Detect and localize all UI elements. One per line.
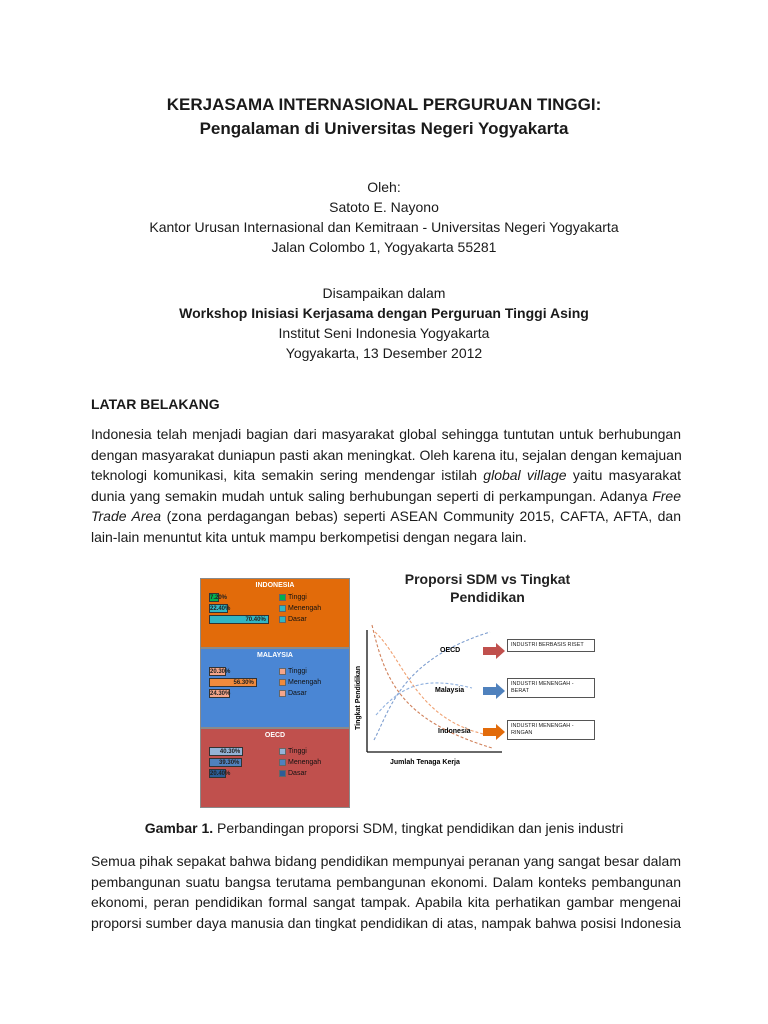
author-block bbox=[0, 177, 768, 257]
venue: Institut Seni Indonesia Yogyakarta bbox=[278, 325, 490, 341]
document-title bbox=[0, 93, 768, 141]
industry-box-light: INDUSTRI MENENGAH - RINGAN bbox=[507, 720, 595, 740]
author-name: Satoto E. Nayono bbox=[329, 199, 439, 215]
legend-label: Menengah bbox=[288, 605, 322, 612]
text-run: (zona perdagangan bebas) seperti ASEAN Community 2015, CAFTA, AFTA, dan bbox=[161, 508, 681, 524]
text-line bbox=[91, 465, 681, 486]
legend-label: Tinggi bbox=[288, 668, 307, 675]
presentation-date: Yogyakarta, 13 Desember 2012 bbox=[285, 345, 483, 361]
section-heading: LATAR BELAKANG bbox=[91, 396, 220, 412]
text-run: dunia yang semakin mudah untuk saling berhubungan seperti di perkampungan. Adanya bbox=[91, 487, 653, 504]
term-global-village: global village bbox=[483, 467, 567, 483]
industry-box-research: INDUSTRI BERBASIS RISET bbox=[507, 639, 595, 652]
bar-panel-title: INDONESIA bbox=[255, 582, 295, 589]
bar-tinggi: 20.30% bbox=[210, 669, 231, 675]
text-line: ekonomi, peran pendidikan formal sangat tampak. Apabila kita perhatikan gambar mengenai bbox=[91, 894, 681, 910]
legend-label: Tinggi bbox=[288, 748, 307, 755]
curve-label-indonesia: Indonesia bbox=[438, 728, 471, 735]
legend-label: Dasar bbox=[288, 690, 307, 697]
legend-label: Tinggi bbox=[288, 594, 307, 601]
legend-label: Dasar bbox=[288, 616, 307, 623]
paragraph-2 bbox=[91, 851, 681, 933]
bar-menengah: 39.30% bbox=[209, 758, 242, 767]
bar-dasar: 20.40% bbox=[210, 771, 231, 777]
legend-label: Menengah bbox=[288, 679, 322, 686]
presented-label: Disampaikan dalam bbox=[322, 285, 446, 301]
text-line bbox=[91, 506, 681, 527]
title-line-1: KERJASAMA INTERNASIONAL PERGURUAN TINGGI: bbox=[166, 95, 602, 114]
text-run: yaitu masyarakat bbox=[566, 467, 681, 483]
diagram-title-line-2: Pendidikan bbox=[450, 589, 525, 605]
bar-dasar: 24.30% bbox=[210, 691, 231, 697]
author-office: Kantor Urusan Internasional dan Kemitraan - Universitas Negeri Yogyakarta bbox=[149, 219, 619, 235]
workshop-name: Workshop Inisiasi Kerjasama dengan Perguruan Tinggi Asing bbox=[179, 305, 589, 321]
bar-panel-title: MALAYSIA bbox=[257, 652, 293, 659]
figure-caption bbox=[0, 820, 768, 836]
caption-text: Perbandingan proporsi SDM, tingkat pendidikan dan jenis industri bbox=[213, 820, 624, 836]
curve-label-oecd: OECD bbox=[440, 647, 461, 654]
diagram-title-line-1: Proporsi SDM vs Tingkat bbox=[404, 571, 571, 587]
bar-menengah: 56.30% bbox=[209, 678, 257, 687]
bar-menengah: 22.40% bbox=[210, 606, 231, 612]
bar-tinggi: 40.30% bbox=[209, 747, 243, 756]
text-line: Semua pihak sepakat bahwa bidang pendidikan mempunyai peranan yang sangat besar dalam bbox=[91, 853, 681, 869]
caption-label: Gambar 1. bbox=[144, 820, 214, 836]
figure-1 bbox=[200, 570, 620, 810]
bar-dasar: 70.40% bbox=[209, 615, 269, 624]
curve-label-malaysia: Malaysia bbox=[435, 687, 465, 694]
bar-panel-title: OECD bbox=[264, 732, 286, 739]
presentation-block bbox=[0, 283, 768, 363]
arrow-malaysia bbox=[483, 683, 505, 699]
text-line: pembangunan suatu bangsa terutama pembangunan ekonomi. Dalam konteks pembangunan bbox=[91, 873, 681, 890]
industry-box-heavy: INDUSTRI MENENGAH - BERAT bbox=[507, 678, 595, 698]
term-trade-area: Trade Area bbox=[91, 508, 162, 524]
text-line: Indonesia telah menjadi bagian dari masyarakat global sehingga tuntutan untuk berhubungan bbox=[91, 426, 681, 442]
text-run: teknologi komunikasi, kita semakin sering mendengar istilah bbox=[91, 467, 484, 483]
x-axis-label: Jumlah Tenaga Kerja bbox=[390, 759, 460, 766]
author-address: Jalan Colombo 1, Yogyakarta 55281 bbox=[271, 239, 497, 255]
bar-tinggi: 7.20% bbox=[210, 595, 228, 601]
text-line: proporsi sumber daya manusia dan tingkat pendidikan di atas, nampak bahwa posisi Indonesia bbox=[91, 914, 681, 931]
curve-oecd bbox=[374, 632, 490, 740]
y-axis-label: Tingkat Pendidikan bbox=[355, 665, 362, 730]
text-line: dengan masyarakat duniapun pasti akan meningkat. Oleh karena itu, sejalan dengan kemajuan bbox=[91, 446, 682, 463]
arrow-oecd bbox=[483, 643, 505, 659]
title-line-2: Pengalaman di Universitas Negeri Yogyakarta bbox=[199, 119, 569, 138]
text-line: lain-lain menuntut kita untuk mampu berkompetisi dengan negara lain. bbox=[91, 528, 527, 545]
text-line bbox=[91, 486, 681, 507]
paragraph-1 bbox=[91, 424, 681, 547]
term-free: Free bbox=[652, 487, 681, 504]
arrow-indonesia bbox=[483, 724, 505, 740]
legend-label: Menengah bbox=[288, 759, 322, 766]
curve-indonesia-1 bbox=[372, 625, 492, 748]
legend-label: Dasar bbox=[288, 770, 307, 777]
by-label: Oleh: bbox=[367, 179, 401, 195]
